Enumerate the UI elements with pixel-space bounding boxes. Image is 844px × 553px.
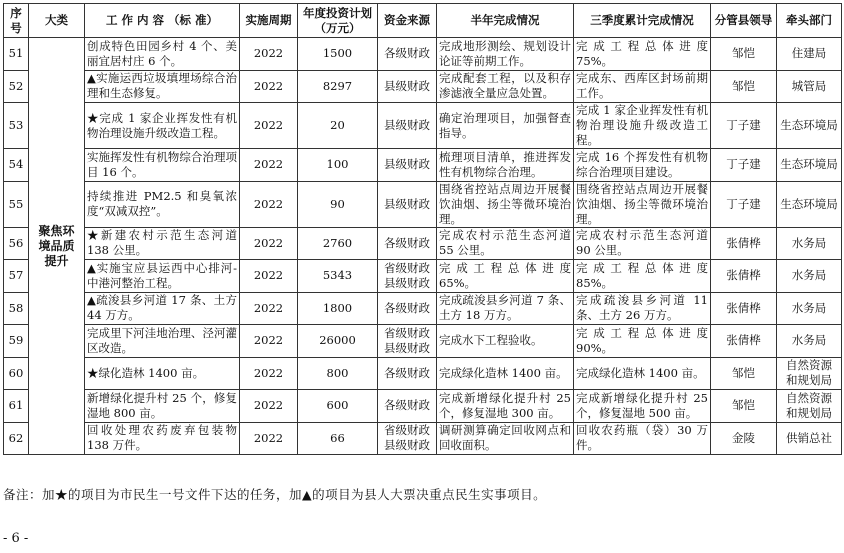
table-row: [4, 357, 842, 390]
lead-dept-cell: 自然资源 和规划局: [777, 357, 842, 390]
fund-source-cell: 省级财政 县级财政: [378, 325, 437, 358]
leader-cell: 张倩桦: [711, 325, 777, 358]
q3-cumulative-cell: 完成疏浚县乡河道 11 条、土方 26 万方。: [574, 292, 711, 325]
leader-cell: 邹恺: [711, 70, 777, 103]
footnote: 备注：加★的项目为市民生一号文件下达的任务，加▲的项目为县人大票决重点民生实事项目。: [3, 487, 547, 502]
header-q3-cumulative: 三季度累计完成情况: [574, 4, 711, 38]
header-fund-source: 资金来源: [378, 4, 437, 38]
row-number: 57: [4, 260, 29, 293]
row-number: 59: [4, 325, 29, 358]
half-year-cell: 梳理项目清单，推进挥发性有机物综合治理。: [437, 149, 574, 182]
leader-cell: 丁子建: [711, 181, 777, 227]
half-year-cell: 完成工程总体进度 65%。: [437, 260, 574, 293]
lead-dept-cell: 城管局: [777, 70, 842, 103]
table-row: [4, 149, 842, 182]
content-cell: 持续推进 PM2.5 和臭氧浓度“双减双控”。: [85, 181, 240, 227]
content-cell: ▲实施运西垃圾填埋场综合治理和生态修复。: [85, 70, 240, 103]
header-content: 工 作 内 容 （标 准）: [85, 4, 240, 38]
row-number: 52: [4, 70, 29, 103]
period-cell: 2022: [240, 422, 298, 455]
header-category: 大类: [29, 4, 85, 38]
table-header-row: [4, 4, 842, 38]
fund-source-cell: 各级财政: [378, 357, 437, 390]
q3-cumulative-cell: 围绕省控站点周边开展餐饮油烟、扬尘等微环境治理。: [574, 181, 711, 227]
table-row: [4, 260, 842, 293]
fund-source-cell: 各级财政: [378, 227, 437, 260]
content-cell: 回收处理农药废弃包装物 138 万件。: [85, 422, 240, 455]
q3-cumulative-cell: 回收农药瓶（袋）30 万件。: [574, 422, 711, 455]
leader-cell: 邹恺: [711, 357, 777, 390]
content-cell: ★绿化造林 1400 亩。: [85, 357, 240, 390]
fund-source-cell: 各级财政: [378, 38, 437, 71]
table-row: [4, 227, 842, 260]
period-cell: 2022: [240, 357, 298, 390]
lead-dept-cell: 自然资源 和规划局: [777, 390, 842, 423]
leader-cell: 金陵: [711, 422, 777, 455]
investment-cell: 90: [298, 181, 378, 227]
period-cell: 2022: [240, 390, 298, 423]
investment-cell: 8297: [298, 70, 378, 103]
investment-cell: 1500: [298, 38, 378, 71]
table-body: [4, 38, 842, 455]
leader-cell: 邹恺: [711, 390, 777, 423]
work-plan-table: [3, 3, 842, 455]
investment-cell: 5343: [298, 260, 378, 293]
page-number: - 6 -: [3, 531, 29, 546]
fund-source-cell: 县级财政: [378, 70, 437, 103]
q3-cumulative-cell: 完成新增绿化提升村 25 个，修复湿地 500 亩。: [574, 390, 711, 423]
half-year-cell: 完成水下工程验收。: [437, 325, 574, 358]
content-cell: ▲疏浚县乡河道 17 条、土方 44 万方。: [85, 292, 240, 325]
lead-dept-cell: 生态环境局: [777, 149, 842, 182]
investment-cell: 20: [298, 103, 378, 149]
leader-cell: 张倩桦: [711, 260, 777, 293]
table-row: [4, 38, 842, 71]
leader-cell: 丁子建: [711, 149, 777, 182]
content-cell: ▲实施宝应县运西中心排河-中港河整治工程。: [85, 260, 240, 293]
q3-cumulative-cell: 完成工程总体进度 90%。: [574, 325, 711, 358]
q3-cumulative-cell: 完成工程总体进度 85%。: [574, 260, 711, 293]
half-year-cell: 围绕省控站点周边开展餐饮油烟、扬尘等微环境治理。: [437, 181, 574, 227]
q3-cumulative-cell: 完成绿化造林 1400 亩。: [574, 357, 711, 390]
lead-dept-cell: 生态环境局: [777, 181, 842, 227]
fund-source-cell: 各级财政: [378, 292, 437, 325]
period-cell: 2022: [240, 70, 298, 103]
investment-cell: 800: [298, 357, 378, 390]
table-row: [4, 70, 842, 103]
period-cell: 2022: [240, 149, 298, 182]
table-row: [4, 292, 842, 325]
q3-cumulative-cell: 完成农村示范生态河道 90 公里。: [574, 227, 711, 260]
lead-dept-cell: 水务局: [777, 260, 842, 293]
half-year-cell: 确定治理项目，加强督查指导。: [437, 103, 574, 149]
investment-cell: 26000: [298, 325, 378, 358]
row-number: 60: [4, 357, 29, 390]
period-cell: 2022: [240, 38, 298, 71]
content-cell: ★完成 1 家企业挥发性有机物治理设施升级改造工程。: [85, 103, 240, 149]
row-number: 56: [4, 227, 29, 260]
half-year-cell: 完成配套工程，以及积存渗滤液全量应急处置。: [437, 70, 574, 103]
fund-source-cell: 县级财政: [378, 103, 437, 149]
leader-cell: 邹恺: [711, 38, 777, 71]
row-number: 55: [4, 181, 29, 227]
lead-dept-cell: 生态环境局: [777, 103, 842, 149]
period-cell: 2022: [240, 325, 298, 358]
lead-dept-cell: 水务局: [777, 227, 842, 260]
table-row: [4, 181, 842, 227]
leader-cell: 张倩桦: [711, 292, 777, 325]
content-cell: 完成里下河洼地治理、泾河灌区改造。: [85, 325, 240, 358]
table-row: [4, 103, 842, 149]
half-year-cell: 完成农村示范生态河道 55 公里。: [437, 227, 574, 260]
period-cell: 2022: [240, 181, 298, 227]
half-year-cell: 完成地形测绘、规划设计论证等前期工作。: [437, 38, 574, 71]
half-year-cell: 完成新增绿化提升村 25 个，修复湿地 300 亩。: [437, 390, 574, 423]
period-cell: 2022: [240, 292, 298, 325]
header-period: 实施周期: [240, 4, 298, 38]
q3-cumulative-cell: 完成东、西库区封场前期工作。: [574, 70, 711, 103]
row-number: 51: [4, 38, 29, 71]
lead-dept-cell: 供销总社: [777, 422, 842, 455]
header-investment: 年度投资计划（万元）: [298, 4, 378, 38]
content-cell: ★新建农村示范生态河道 138 公里。: [85, 227, 240, 260]
fund-source-cell: 县级财政: [378, 149, 437, 182]
fund-source-cell: 省级财政 县级财政: [378, 260, 437, 293]
lead-dept-cell: 水务局: [777, 292, 842, 325]
investment-cell: 66: [298, 422, 378, 455]
table-row: [4, 422, 842, 455]
header-half-year: 半年完成情况: [437, 4, 574, 38]
content-cell: 创成特色田园乡村 4 个、美丽宜居村庄 6 个。: [85, 38, 240, 71]
fund-source-cell: 各级财政: [378, 390, 437, 423]
half-year-cell: 完成绿化造林 1400 亩。: [437, 357, 574, 390]
category-cell: 聚焦环境品质提升: [29, 38, 85, 455]
content-cell: 新增绿化提升村 25 个，修复湿地 800 亩。: [85, 390, 240, 423]
investment-cell: 100: [298, 149, 378, 182]
content-cell: 实施挥发性有机物综合治理项目 16 个。: [85, 149, 240, 182]
investment-cell: 1800: [298, 292, 378, 325]
half-year-cell: 调研测算确定回收网点和回收面积。: [437, 422, 574, 455]
row-number: 53: [4, 103, 29, 149]
header-lead-dept: 牵头部门: [777, 4, 842, 38]
header-leader: 分管县领导: [711, 4, 777, 38]
row-number: 62: [4, 422, 29, 455]
header-seq: 序号: [4, 4, 29, 38]
q3-cumulative-cell: 完成 1 家企业挥发性有机物治理设施升级改造工程。: [574, 103, 711, 149]
lead-dept-cell: 住建局: [777, 38, 842, 71]
table-row: [4, 390, 842, 423]
leader-cell: 丁子建: [711, 103, 777, 149]
investment-cell: 600: [298, 390, 378, 423]
fund-source-cell: 县级财政: [378, 181, 437, 227]
q3-cumulative-cell: 完成工程总体进度 75%。: [574, 38, 711, 71]
investment-cell: 2760: [298, 227, 378, 260]
row-number: 58: [4, 292, 29, 325]
row-number: 61: [4, 390, 29, 423]
row-number: 54: [4, 149, 29, 182]
fund-source-cell: 省级财政 县级财政: [378, 422, 437, 455]
lead-dept-cell: 水务局: [777, 325, 842, 358]
period-cell: 2022: [240, 103, 298, 149]
table-row: [4, 325, 842, 358]
period-cell: 2022: [240, 227, 298, 260]
q3-cumulative-cell: 完成 16 个挥发性有机物综合治理项目建设。: [574, 149, 711, 182]
half-year-cell: 完成疏浚县乡河道 7 条、土方 18 万方。: [437, 292, 574, 325]
period-cell: 2022: [240, 260, 298, 293]
leader-cell: 张倩桦: [711, 227, 777, 260]
